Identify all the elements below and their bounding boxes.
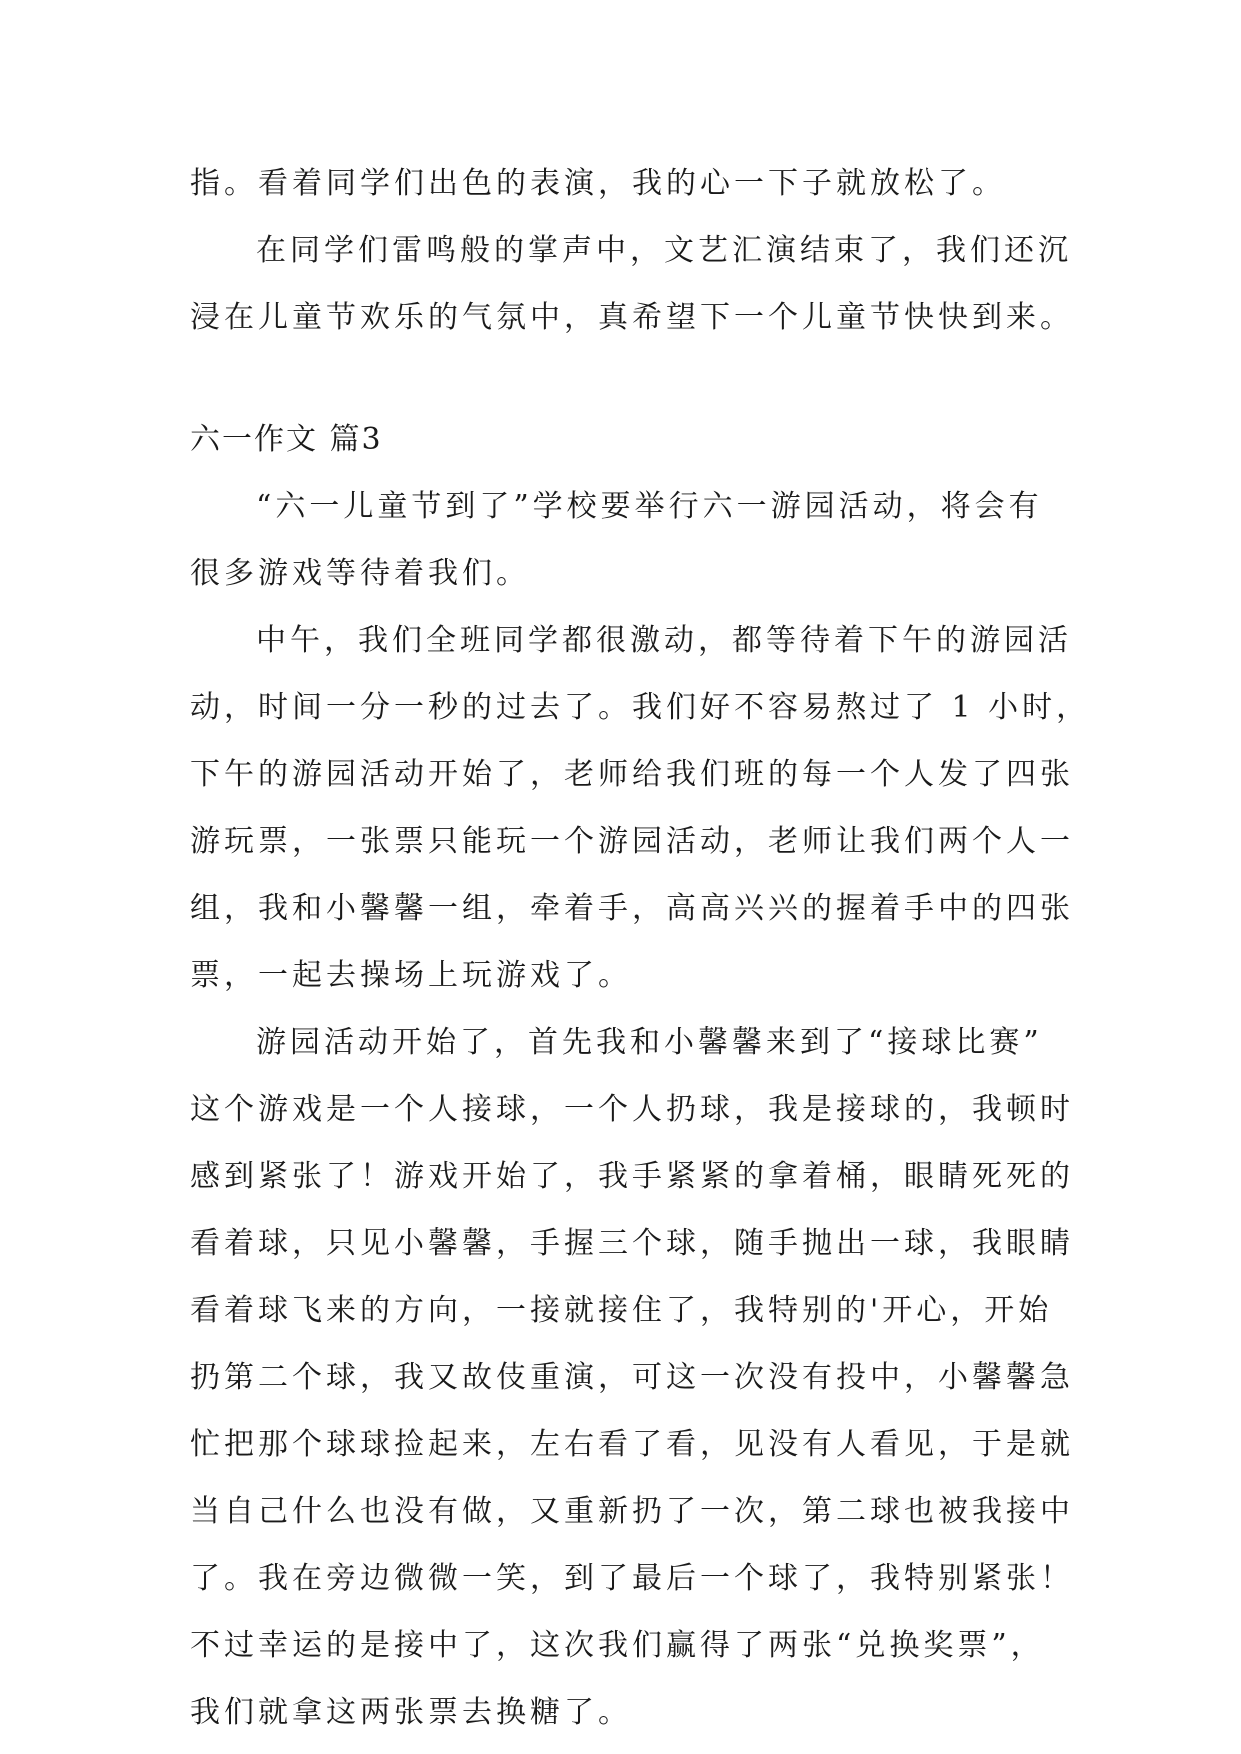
text-line: 浸在儿童节欢乐的气氛中，真希望下一个儿童节快快到来。 xyxy=(190,300,1074,335)
text-line: “六一儿童节到了”学校要举行六一游园活动，将会有 xyxy=(256,489,1043,524)
text-line: 扔第二个球，我又故伎重演，可这一次没有投中，小馨馨急 xyxy=(190,1360,1074,1395)
text-line: 下午的游园活动开始了，老师给我们班的每一个人发了四张 xyxy=(190,757,1074,792)
text-line: 动，时间一分一秒的过去了。我们好不容易熬过了 1 小时， xyxy=(190,690,1091,725)
text-line: 当自己什么也没有做，又重新扔了一次，第二球也被我接中 xyxy=(190,1494,1074,1529)
text-line: 票，一起去操场上玩游戏了。 xyxy=(190,958,632,993)
section-title: 六一作文 篇3 xyxy=(190,422,383,457)
text-line: 中午，我们全班同学都很激动，都等待着下午的游园活 xyxy=(256,623,1072,658)
text-line: 我们就拿这两张票去换糖了。 xyxy=(190,1695,632,1730)
text-line: 看着球，只见小馨馨，手握三个球，随手抛出一球，我眼睛 xyxy=(190,1226,1074,1261)
text-line: 这个游戏是一个人接球，一个人扔球，我是接球的，我顿时 xyxy=(190,1092,1074,1127)
text-line: 组，我和小馨馨一组，牵着手，高高兴兴的握着手中的四张 xyxy=(190,891,1074,926)
text-line: 游园活动开始了，首先我和小馨馨来到了“接球比赛” xyxy=(256,1025,1043,1060)
text-line: 指。看着同学们出色的表演，我的心一下子就放松了。 xyxy=(190,166,1006,201)
text-line: 不过幸运的是接中了，这次我们赢得了两张“兑换奖票”， xyxy=(190,1628,1045,1663)
text-line: 在同学们雷鸣般的掌声中，文艺汇演结束了，我们还沉 xyxy=(256,233,1072,268)
document-page xyxy=(190,150,1091,1746)
text-line: 很多游戏等待着我们。 xyxy=(190,556,530,591)
spacer xyxy=(190,351,1070,406)
text-line: 感到紧张了！游戏开始了，我手紧紧的拿着桶，眼睛死死的 xyxy=(190,1159,1074,1194)
text-line: 忙把那个球球捡起来，左右看了看，见没有人看见，于是就 xyxy=(190,1427,1074,1462)
text-line: 了。我在旁边微微一笑，到了最后一个球了，我特别紧张！ xyxy=(190,1561,1074,1596)
text-line: 游玩票，一张票只能玩一个游园活动，老师让我们两个人一 xyxy=(190,824,1074,859)
text-line: 看着球飞来的方向，一接就接住了，我特别的'开心，开始 xyxy=(190,1293,1053,1328)
